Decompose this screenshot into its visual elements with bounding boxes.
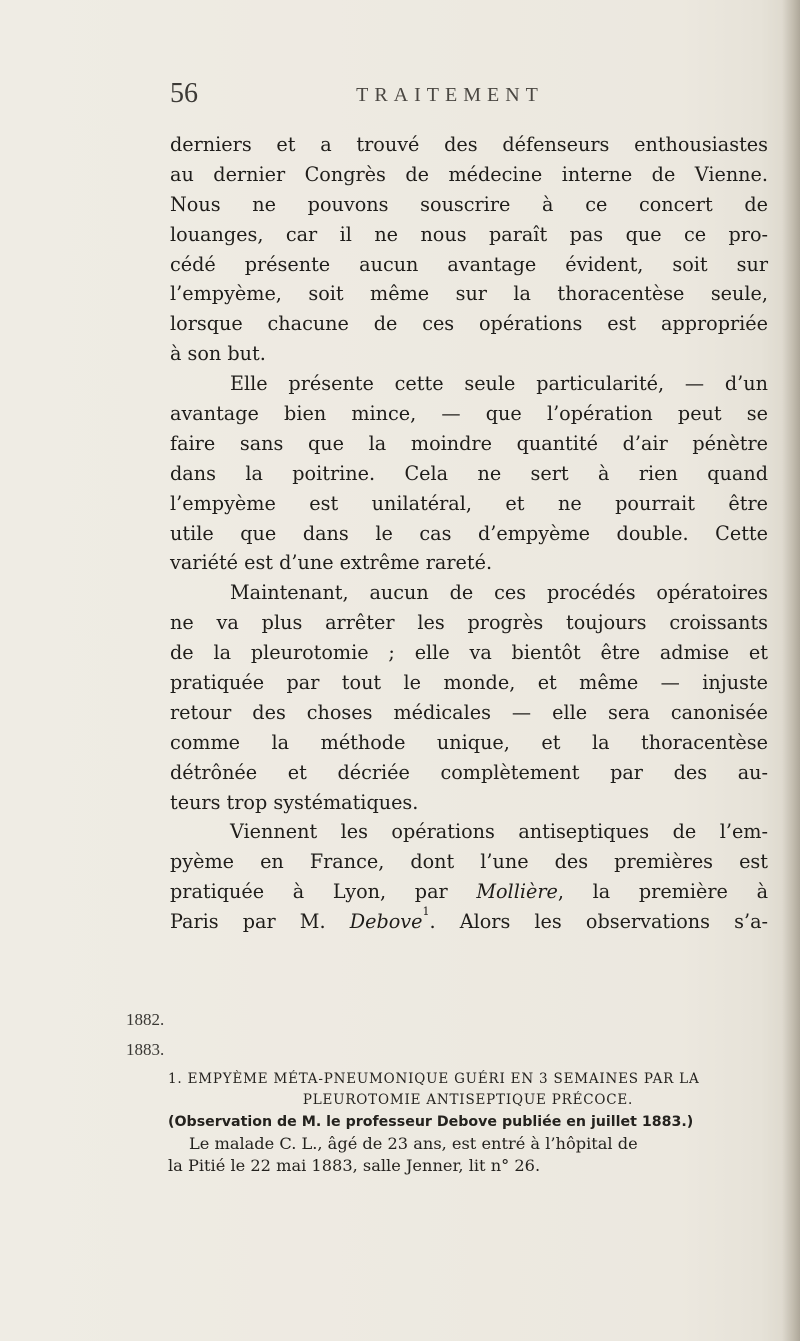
footnote-source: (Observation de M. le professeur Debove publiée en juillet 1883.) (168, 1114, 694, 1130)
text-line: variété est d’une extrême rareté. (170, 551, 493, 575)
text-line: louanges, car il ne nous paraît pas que ce pro- (170, 222, 768, 246)
text-line: pyème en France, dont l’une des premières est (170, 850, 768, 874)
text-line: retour des choses médicales — elle sera canonisée (170, 700, 768, 724)
surname-debove: Debove (349, 910, 423, 934)
text-fragment: pratiquée à Lyon, par (170, 880, 477, 904)
footnote (168, 1069, 768, 1177)
footnote-text-line: Le malade C. L., âgé de 23 ans, est entré à l’hôpital de (189, 1134, 638, 1153)
text-line: l’empyème, soit même sur la thoracentèse seule, (170, 282, 768, 306)
text-line (170, 877, 768, 907)
text-line: pratiquée par tout le monde, et même — injuste (170, 671, 768, 695)
text-line: utile que dans le cas d’empyème double. Cette (170, 521, 768, 545)
margin-year-1883: 1883. (126, 1040, 165, 1059)
text-line (170, 907, 768, 937)
text-line: à son but. (170, 342, 266, 366)
text-line: cédé présente aucun avantage évident, soit sur (170, 252, 768, 276)
footnote-text-line: la Pitié le 22 mai 1883, salle Jenner, lit n° 26. (168, 1156, 541, 1175)
page-header (170, 78, 730, 118)
text-line: lorsque chacune de ces opérations est appropriée (170, 312, 768, 336)
text-line: de la pleurotomie ; elle va bientôt être admise et (170, 641, 768, 665)
text-line: avantage bien mince, — que l’opération peut se (170, 402, 768, 426)
text-line: faire sans que la moindre quantité d’air pénètre (170, 431, 768, 455)
footnote-heading: PLEUROTOMIE ANTISEPTIQUE PRÉCOCE. (302, 1092, 634, 1108)
text-fragment: Paris par M. (170, 910, 350, 934)
footnote-marker: 1 (422, 905, 430, 919)
footnote-heading: 1. EMPYÈME MÉTA-PNEUMONIQUE GUÉRI EN 3 SEMAINES PAR LA (168, 1071, 700, 1087)
text-line: Viennent les opérations antiseptiques de l’em- (230, 820, 768, 844)
page-number: 56 (170, 78, 198, 109)
text-line: derniers et a trouvé des défenseurs enthousiastes (170, 133, 768, 156)
text-line: Maintenant, aucun de ces procédés opératoires (230, 581, 768, 605)
text-line: l’empyème est unilatéral, et ne pourrait être (170, 491, 768, 515)
margin-year-1882: 1882. (126, 1010, 165, 1029)
text-fragment: . Alors les observations s’a- (429, 910, 768, 934)
text-fragment: , la première à (557, 880, 769, 904)
page-edge-shadow (782, 0, 800, 1341)
text-line: au dernier Congrès de médecine interne de Vienne. (170, 162, 768, 186)
text-line: détrônée et décriée complètement par des au- (170, 760, 768, 784)
surname-mollière: Mollière (476, 880, 558, 904)
text-line: Elle présente cette seule particularité, — d’un (230, 372, 768, 396)
running-head: TRAITEMENT (356, 84, 544, 106)
text-line: dans la poitrine. Cela ne sert à rien quand (170, 461, 768, 485)
text-line: teurs trop systématiques. (170, 790, 419, 814)
text-line: comme la méthode unique, et la thoracentèse (170, 730, 768, 754)
text-line: Nous ne pouvons souscrire à ce concert de (170, 192, 768, 216)
text-line: ne va plus arrêter les progrès toujours croissants (170, 611, 768, 635)
main-text (170, 130, 768, 937)
